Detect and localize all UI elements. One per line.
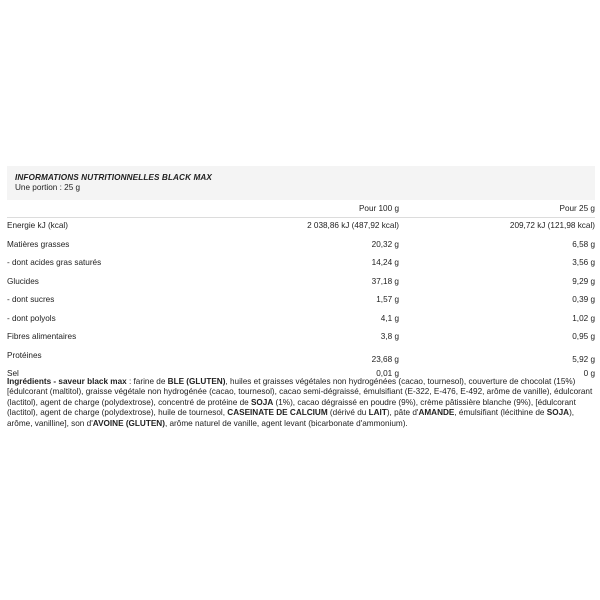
value-per-25g: 0 g xyxy=(583,369,595,378)
value-per-25g: 0,39 g xyxy=(572,295,595,304)
nutrient-label: Energie kJ (kcal) xyxy=(7,221,68,230)
ingredient-text: , huiles et graisses végétales non hydrogénées (cacao, tournesol), couverture de chocolat (15%) [édulcorant (maltitol), graisse végétale non hydrogénée (cacao, tournesol), cacao semi-dégraissé, émulsifiant (E-322, E-476, E-492, arôme de vanille), édulcorant (lactitol), agent de charge (polydextrose), concentré de protéine de xyxy=(7,377,593,407)
nutrient-label: - dont acides gras saturés xyxy=(7,258,102,267)
value-per-25g: 5,92 g xyxy=(572,354,595,364)
ingredient-text: ), pâte d' xyxy=(386,408,419,418)
nutrition-row xyxy=(7,292,595,311)
nutrient-label: Protéines xyxy=(7,350,42,360)
value-per-100g: 1,57 g xyxy=(376,295,399,304)
nutrition-title: INFORMATIONS NUTRITIONNELLES BLACK MAX xyxy=(15,173,212,182)
ingredient-highlight: SOJA xyxy=(250,397,274,407)
value-per-25g: 209,72 kJ (121,98 kcal) xyxy=(509,221,595,230)
nutrient-label: - dont polyols xyxy=(7,313,56,323)
value-per-100g: 4,1 g xyxy=(380,313,399,323)
nutrition-row xyxy=(7,311,595,330)
ingredient-highlight: Ingrédients - saveur black max xyxy=(7,377,127,386)
value-per-100g: 0,01 g xyxy=(376,369,399,378)
nutrition-panel xyxy=(7,166,595,385)
ingredient-highlight: BLE (GLUTEN) xyxy=(167,377,226,386)
value-per-25g: 9,29 g xyxy=(572,276,595,286)
nutrition-row xyxy=(7,255,595,274)
value-per-100g: 23,68 g xyxy=(371,354,399,364)
ingredient-text: , arôme naturel de vanille, agent levant (bicarbonate d'ammonium). xyxy=(164,418,408,428)
ingredient-text: (1%), cacao dégraissé en poudre (9%), crème pâtissière blanche (9%), [édulcorant (lactitol), agent de charge (polydextrose), huile de tournesol, xyxy=(7,397,576,418)
nutrition-rows xyxy=(7,218,595,385)
nutrient-label: Matières grasses xyxy=(7,239,70,249)
nutrition-row xyxy=(7,218,595,237)
value-per-25g: 1,02 g xyxy=(572,313,595,323)
col-header-25g: Pour 25 g xyxy=(559,204,595,213)
nutrition-row xyxy=(7,329,595,348)
nutrition-row xyxy=(7,274,595,293)
ingredient-text: (dérivé du xyxy=(327,408,369,418)
nutrient-label: - dont sucres xyxy=(7,295,55,304)
ingredient-text: : farine de xyxy=(126,377,168,386)
value-per-25g: 3,56 g xyxy=(572,258,595,267)
value-per-25g: 6,58 g xyxy=(572,239,595,249)
value-per-100g: 37,18 g xyxy=(371,276,399,286)
portion-size: Une portion : 25 g xyxy=(15,183,81,192)
ingredient-highlight: AVOINE (GLUTEN) xyxy=(92,418,165,428)
nutrient-label: Sel xyxy=(7,369,19,378)
value-per-25g: 0,95 g xyxy=(572,332,595,341)
nutrition-row xyxy=(7,237,595,256)
ingredient-text: , émulsifiant (lécithine de xyxy=(454,408,547,418)
ingredient-highlight: LAIT xyxy=(368,408,387,418)
value-per-100g: 14,24 g xyxy=(371,258,399,267)
nutrition-row xyxy=(7,348,595,367)
col-header-100g: Pour 100 g xyxy=(358,204,399,213)
value-per-100g: 20,32 g xyxy=(371,239,399,249)
ingredient-highlight: AMANDE xyxy=(418,408,455,418)
nutrient-label: Glucides xyxy=(7,276,39,286)
ingredient-highlight: SOJA xyxy=(546,408,570,418)
nutrition-header xyxy=(7,166,595,200)
column-headers xyxy=(7,203,595,218)
value-per-100g: 2 038,86 kJ (487,92 kcal) xyxy=(307,221,399,230)
nutrient-label: Fibres alimentaires xyxy=(7,332,77,341)
ingredient-text: ), arôme, vanilline], son d' xyxy=(7,408,575,428)
value-per-100g: 3,8 g xyxy=(380,332,399,341)
ingredients-text xyxy=(7,377,593,429)
ingredient-highlight: CASEINATE DE CALCIUM xyxy=(227,408,328,418)
